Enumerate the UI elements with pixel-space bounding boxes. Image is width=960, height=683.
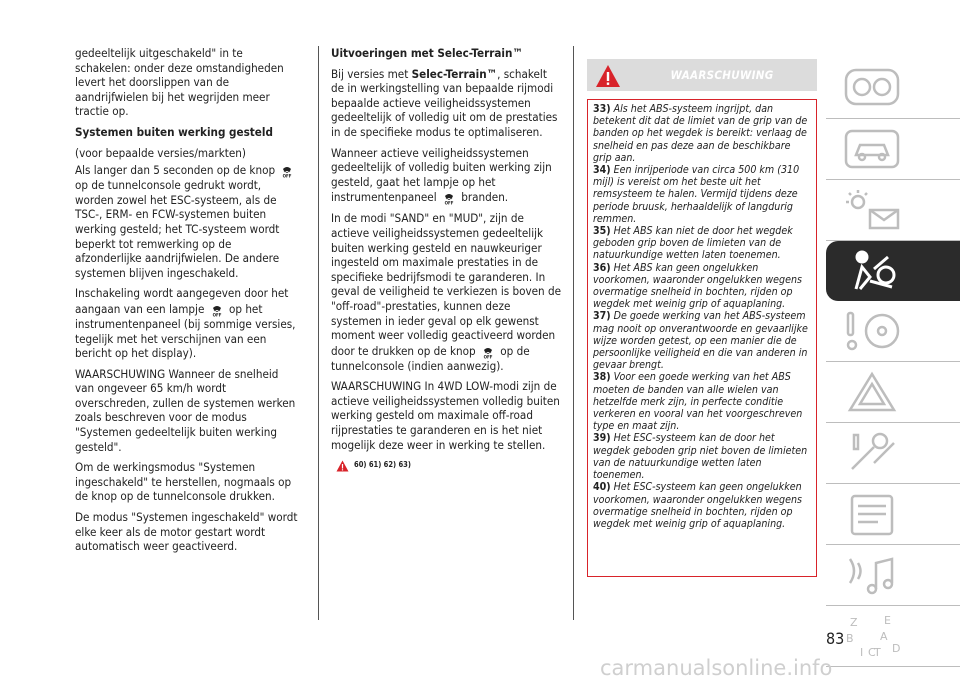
index-letters-icon: [840, 612, 904, 660]
tab-dashboard[interactable]: [826, 58, 960, 119]
lights-mail-icon: [840, 186, 904, 234]
warning-text: Het ABS kan geen ongelukken voorkomen, waaronder ongelukken wegens overmatige snelheid in bochten, rijden op wegdek met weinig grip of aquaplaning.: [593, 261, 802, 311]
warning-item: [593, 432, 811, 481]
warning-text: Het ESC-systeem kan de door het wegdek geboden grip niet boven de limieten van de natuurkundige wetten laten toenemen.: [593, 432, 808, 482]
watermark: carmanualsonline.info: [600, 656, 833, 680]
warning-text: Een inrijperiode van circa 500 km (310 mijl) is vereist om het beste uit het remsysteem te halen. Vermijd tijdens deze periode bruusk, herhaaldelijk of langdurig remmen.: [593, 164, 800, 225]
svg-text:OFF: OFF: [483, 354, 493, 359]
paragraph: gedeeltelijk uitgeschakeld" in te schakelen: onder deze omstandigheden levert het doorslippen van de aandrijfwielen bij het wegrijden meer tractie op.: [75, 46, 284, 119]
tab-multimedia[interactable]: [826, 545, 960, 606]
paragraph: [331, 146, 563, 206]
column-divider: [573, 46, 574, 620]
paragraph: Om de werkingsmodus "Systemen ingeschakeld" te herstellen, nogmaals op de knop op de tunnelconsole drukken.: [75, 460, 292, 504]
svg-text:C: C: [868, 646, 876, 659]
warning-text: De goede werking van het ABS-systeem mag nooit op onverantwoorde en gevaarlijke wijze worden getest, op een manier die de persoonlijke veiligheid en die van anderen in gevaar brengt.: [593, 310, 808, 372]
warning-box: [587, 59, 817, 577]
svg-text:I: I: [860, 646, 864, 659]
svg-text:D: D: [892, 642, 901, 655]
warning-triangle-icon: [336, 460, 349, 472]
tab-index[interactable]: [826, 606, 960, 667]
svg-text:OFF: OFF: [282, 173, 292, 179]
esc-off-icon: [211, 301, 223, 317]
warning-item: [593, 164, 811, 225]
warning-item: [593, 262, 811, 311]
warning-number: 37): [593, 310, 611, 323]
warning-item: [593, 103, 811, 164]
warning-references: [331, 458, 563, 473]
section-heading: Uitvoeringen met Selec-Terrain™: [331, 46, 523, 60]
paragraph: WAARSCHUWING Wanneer de snelheid van ongeveer 65 km/h wordt overschreden, zullen de systemen werken zoals beschreven voor de modus "Systemen gedeeltelijk buiten werking gesteld".: [75, 366, 296, 454]
warning-number: 36): [593, 261, 611, 274]
tab-technical-data[interactable]: [826, 484, 960, 545]
svg-text:OFF: OFF: [212, 312, 222, 317]
tab-maintenance[interactable]: [826, 423, 960, 484]
text-span: Als langer dan 5 seconden op de knop: [75, 163, 276, 178]
tab-safety[interactable]: [826, 241, 960, 301]
paragraph: [331, 211, 563, 373]
text-column-left: [75, 46, 300, 560]
steering-wheel-icon: [840, 307, 904, 355]
text-span: , schakelt de in werkingstelling van bepaalde rijmodi bepaalde actieve veiligheidssystemen gedeeltelijk of volledig uit om de prestaties in de specifieke modus te optimaliseren.: [331, 66, 558, 139]
safety-airbag-icon: [840, 247, 904, 295]
warning-triangle-icon: [595, 64, 621, 88]
paragraph: [331, 67, 563, 140]
svg-text:OFF: OFF: [444, 200, 454, 206]
svg-text:E: E: [884, 614, 891, 627]
warning-text: Het ABS kan niet de door het wegdek geboden grip boven de limieten van de natuurkundige wetten laten toenemen.: [593, 225, 793, 262]
warning-item: [593, 225, 811, 262]
text-column-middle: [331, 46, 563, 473]
warning-number: 34): [593, 164, 611, 177]
warning-number: 39): [593, 432, 611, 445]
svg-text:A: A: [880, 630, 888, 643]
svg-text:T: T: [874, 646, 881, 659]
text-span: branden.: [461, 190, 509, 205]
warning-text: Als het ABS-systeem ingrijpt, dan betekent dit dat de limiet van de grip van de banden op het wegdek is bereikt: verlaag de snelheid en pas deze aan de beschikbare grip aan.: [593, 103, 808, 164]
column-divider: [318, 46, 319, 620]
esc-off-icon: [482, 343, 494, 359]
dashboard-icon: [840, 64, 904, 112]
warning-number: 33): [593, 103, 611, 115]
tab-steering[interactable]: [826, 301, 960, 362]
warning-number: 35): [593, 225, 611, 238]
maintenance-wrench-icon: [840, 429, 904, 477]
warning-item: [593, 310, 811, 371]
car-info-icon: [840, 125, 904, 173]
paragraph: De modus "Systemen ingeschakeld" wordt elke keer als de motor gestart wordt automatisch weer geactiveerd.: [75, 510, 298, 554]
warning-header: [587, 59, 817, 91]
text-span: In de modi "SAND" en "MUD", zijn de actieve veiligheidssystemen gedeeltelijk buiten werking gesteld en nauwkeuriger ingesteld om maximale prestaties in de specifieke bedrijfsmodi te garanderen. In geval de veiligheid te verkiezen is boven de "off-road"-prestaties, kunnen deze systemen in ieder geval op elk gewenst moment weer volledig geactiveerd worden door te drukken op de knop: [331, 211, 562, 358]
page-number: 83: [826, 629, 845, 648]
warning-title: WAARSCHUWING: [670, 68, 774, 82]
bold-term: Selec-Terrain™: [411, 66, 498, 81]
text-span: Bij versies met: [331, 66, 409, 81]
text-span: Inschakeling wordt aangegeven door het aangaan van een lampje: [75, 286, 289, 316]
multimedia-icon: [840, 551, 904, 599]
paragraph: WAARSCHUWING In 4WD LOW-modi zijn de actieve veiligheidssystemen volledig buiten werking gesteld om maximale off-road rijprestaties te garanderen en is het niet mogelijk deze weer in werking te stellen.: [331, 379, 560, 452]
warning-number: 38): [593, 371, 611, 384]
text-span: op de tunnelconsole gedrukt wordt, worden zowel het ESC-systeem, als de TSC-, ERM- en FCW-systemen buiten werking gesteld; het TC-systeem wordt beperkt tot remwerking op de afzonderlijke aandrijfwielen. De andere systemen blijven ingeschakeld.: [75, 178, 280, 280]
warning-number: 40): [593, 481, 611, 494]
tab-emergency[interactable]: [826, 362, 960, 423]
paragraph: (voor bepaalde versies/markten): [75, 145, 246, 160]
reference-numbers[interactable]: 60) 61) 62) 63): [354, 460, 411, 470]
warning-item: [593, 481, 811, 530]
technical-data-icon: [840, 490, 904, 538]
svg-text:B: B: [846, 632, 854, 645]
chapter-sidebar: [826, 58, 960, 667]
tab-car-info[interactable]: [826, 119, 960, 180]
warning-text: Het ESC-systeem kan geen ongelukken voorkomen, waaronder ongelukken wegens overmatige snelheid in bochten, rijden op wegdek met weinig grip of aquaplaning.: [593, 481, 802, 530]
esc-off-icon: [281, 162, 293, 178]
warning-body: [587, 99, 817, 577]
paragraph: [75, 162, 300, 280]
text-span: Wanneer actieve veiligheidssystemen gedeeltelijk of volledig buiten werking zijn gesteld, gaat het lampje op het instrumentenpaneel: [331, 145, 552, 205]
esc-off-icon: [443, 189, 455, 205]
emergency-triangle-icon: [840, 368, 904, 416]
warning-text: Voor een goede werking van het ABS moeten de banden van alle wielen van hetzelfde merk zijn, in perfecte conditie verkeren en vooral van het voorgeschreven type en maat zijn.: [593, 371, 803, 433]
section-heading: Systemen buiten werking gesteld: [75, 124, 273, 139]
tab-lights-mail[interactable]: [826, 180, 960, 241]
text-span: op het instrumentenpaneel (bij sommige versies, tegelijk met het verschijnen van een bericht op het display).: [75, 301, 296, 361]
warning-item: [593, 371, 811, 432]
paragraph: [75, 286, 300, 360]
text-span: op de tunnelconsole (indien aanwezig).: [331, 343, 530, 373]
svg-text:Z: Z: [850, 616, 858, 629]
